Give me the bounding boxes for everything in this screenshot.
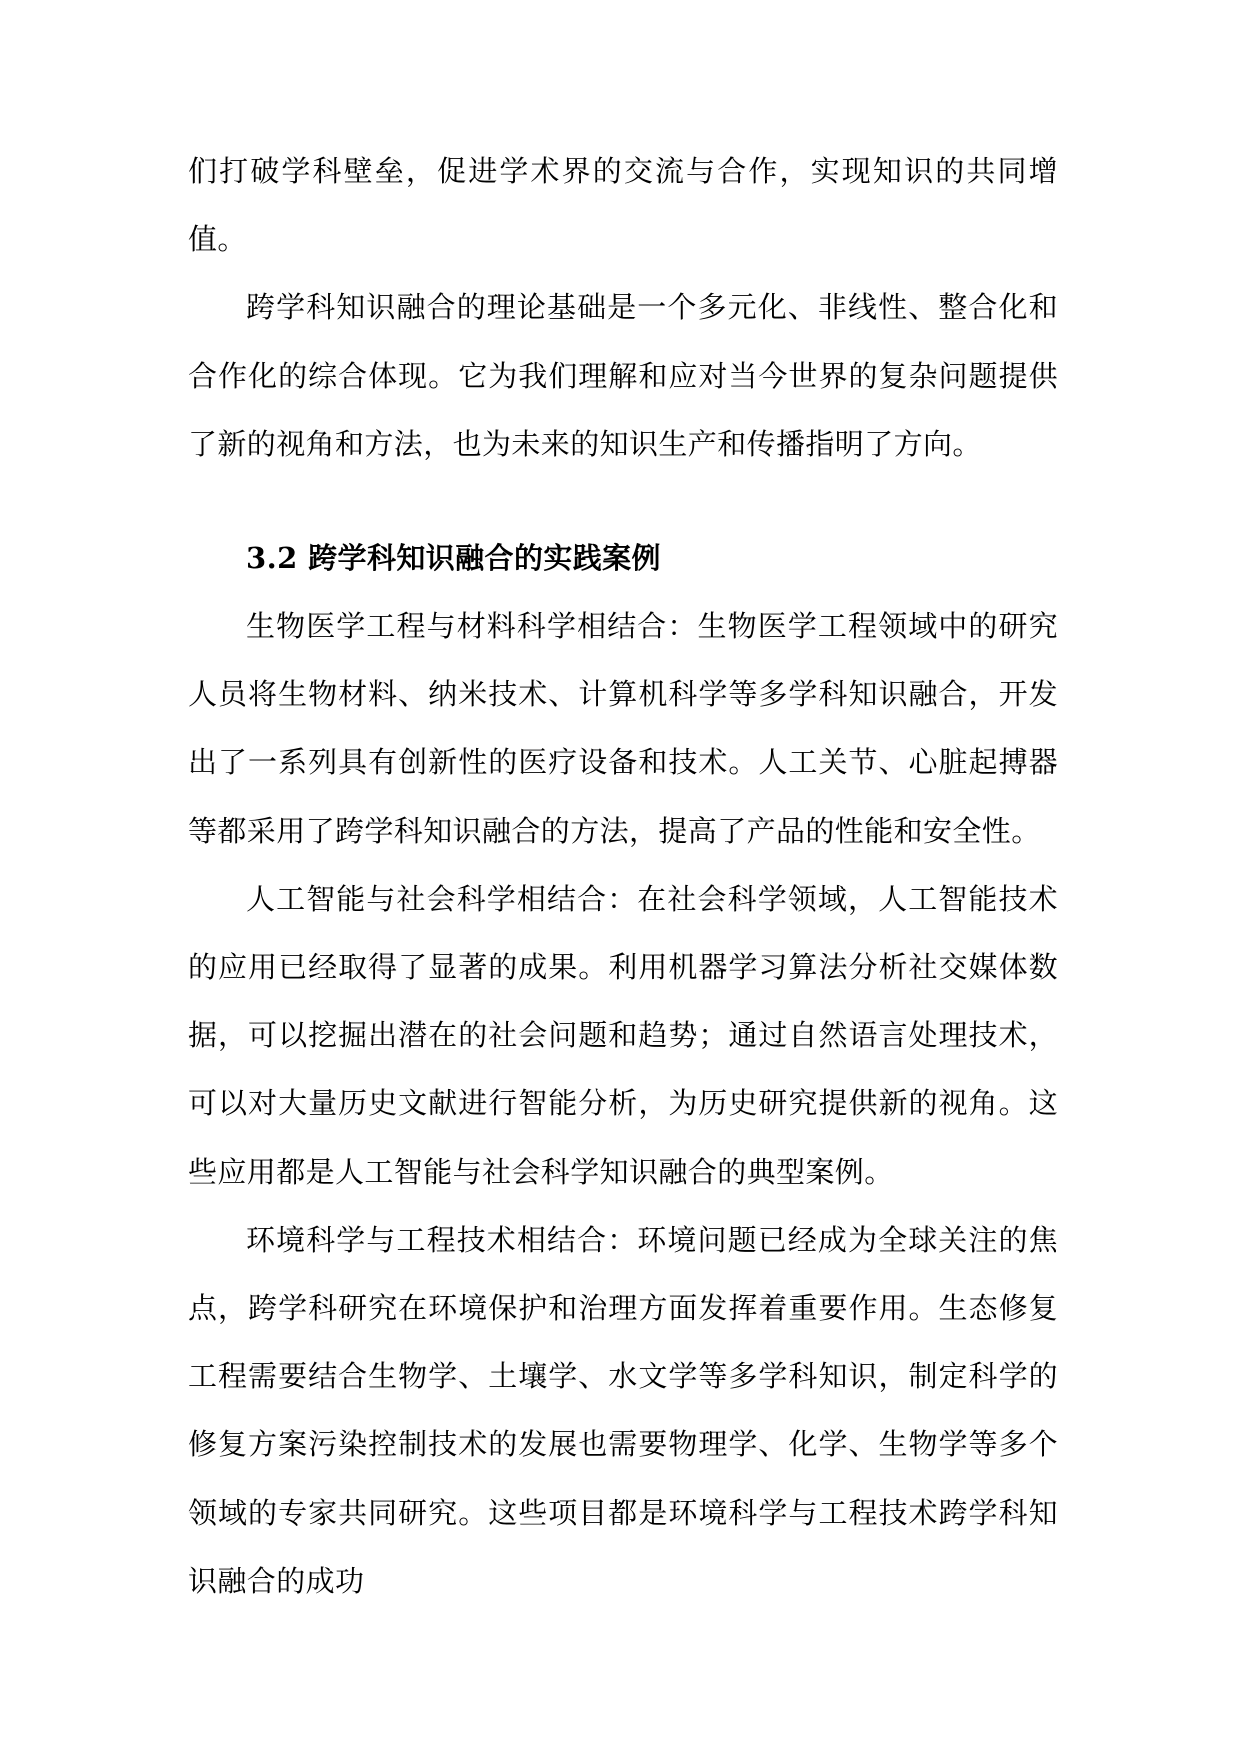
paragraph-continued: 们打破学科壁垒，促进学术界的交流与合作，实现知识的共同增值。 bbox=[188, 154, 1058, 257]
paragraph-environment: 环境科学与工程技术相结合：环境问题已经成为全球关注的焦点，跨学科研究在环境保护和治理方面发挥着重要作用。生态修复工程需要结合生物学、土壤学、水文学等多学科知识，制定科学的修复方案污染控制技术的发展也需要物理学、化学、生物学等多个领域的专家共同研究。这些项目都是环境科学与工程技术跨学科知识融合的成功 bbox=[188, 1222, 1058, 1598]
paragraph-theory-summary: 跨学科知识融合的理论基础是一个多元化、非线性、整合化和合作化的综合体现。它为我们理解和应对当今世界的复杂问题提供了新的视角和方法，也为未来的知识生产和传播指明了方向。 bbox=[188, 290, 1058, 461]
page-body bbox=[188, 137, 1058, 1615]
section-heading: 3.2 跨学科知识融合的实践案例 bbox=[246, 541, 661, 576]
paragraph-ai-social: 人工智能与社会科学相结合：在社会科学领域，人工智能技术的应用已经取得了显著的成果。利用机器学习算法分析社交媒体数据，可以挖掘出潜在的社会问题和趋势；通过自然语言处理技术，可以对大量历史文献进行智能分析，为历史研究提供新的视角。这些应用都是人工智能与社会科学知识融合的典型案例。 bbox=[188, 881, 1058, 1189]
paragraph-biomedical: 生物医学工程与材料科学相结合：生物医学工程领域中的研究人员将生物材料、纳米技术、计算机科学等多学科知识融合，开发出了一系列具有创新性的医疗设备和技术。人工关节、心脏起搏器等都采用了跨学科知识融合的方法，提高了产品的性能和安全性。 bbox=[188, 609, 1058, 848]
